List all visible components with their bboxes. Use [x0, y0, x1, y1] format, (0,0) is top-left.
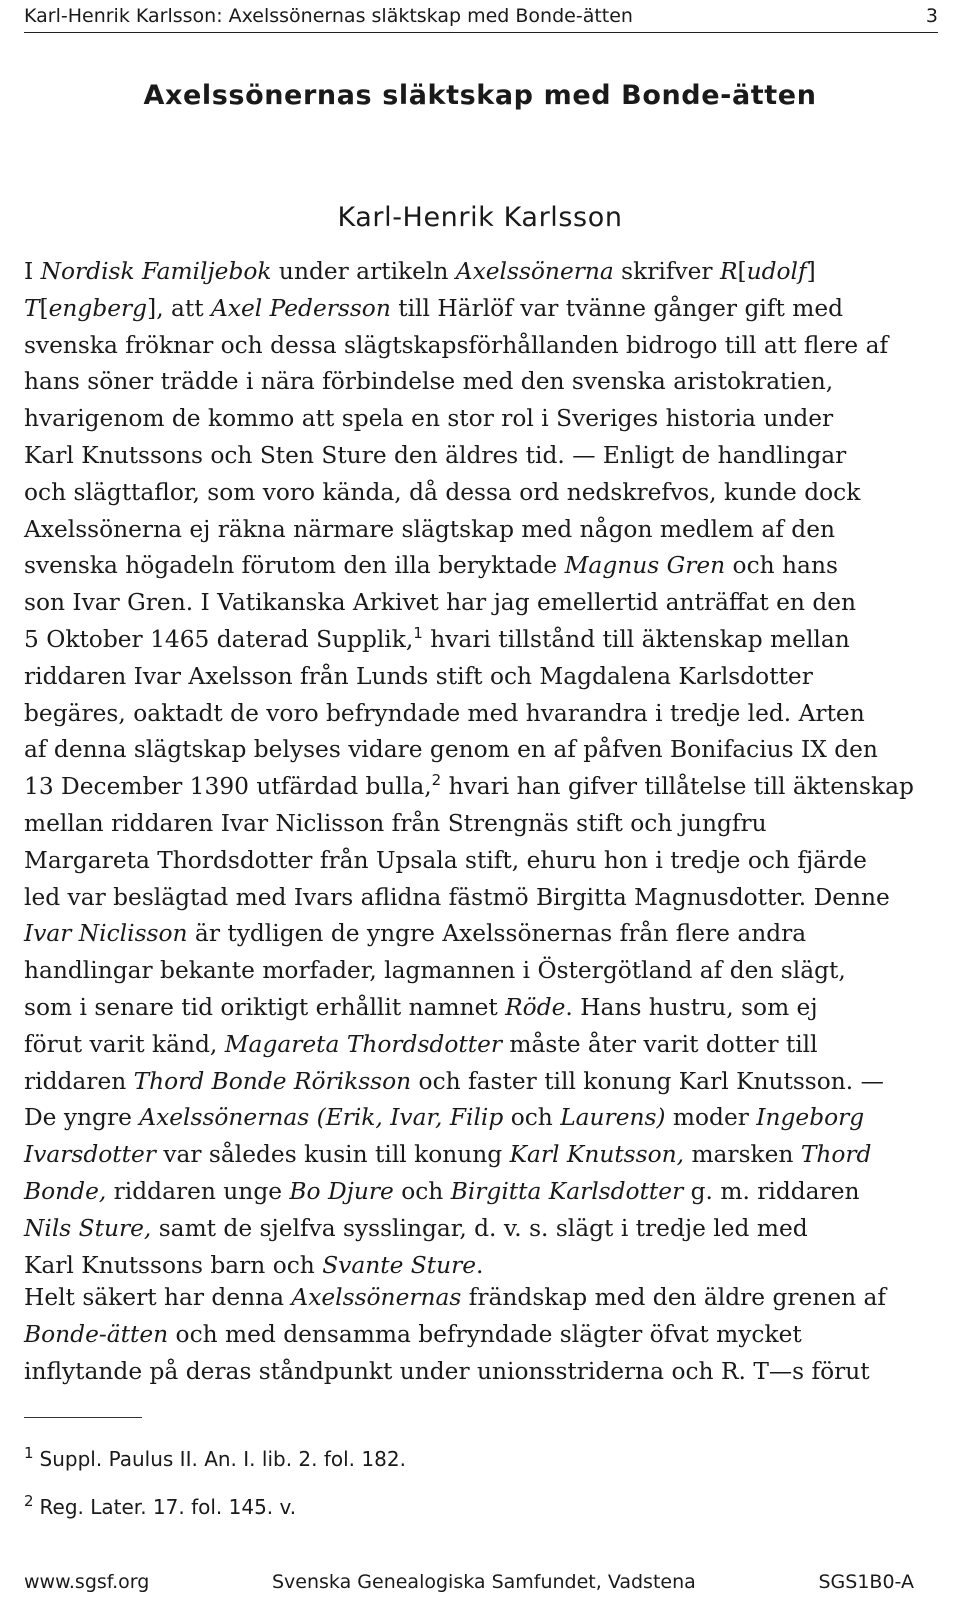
italic-text: Thord	[800, 1141, 872, 1169]
text-run: riddaren unge	[106, 1177, 290, 1205]
italic-text: Ivar Niclisson	[24, 920, 188, 948]
text-line	[24, 548, 936, 585]
text-run: moder	[665, 1104, 757, 1132]
text-run: frändskap med den äldre grenen af	[461, 1284, 887, 1311]
italic-text: Axelssönernas (Erik, Ivar, Filip	[139, 1104, 504, 1132]
text-line	[24, 512, 936, 549]
italic-text: Laurens)	[560, 1104, 666, 1132]
article-title: Axelssönernas släktskap med Bonde-ätten	[143, 80, 817, 111]
footnote-2	[24, 1492, 296, 1519]
text-run: och slägttaflor, som voro kända, då dessa ord nedskrefvos, kunde dock	[24, 478, 861, 506]
text-line	[24, 475, 936, 512]
text-run: och med densamma befryndade slägter öfvat mycket	[168, 1320, 802, 1348]
footnote-divider	[24, 1417, 142, 1418]
page-number: 3	[925, 5, 938, 27]
running-header	[24, 0, 938, 33]
italic-text: T	[24, 294, 40, 322]
text-line	[24, 732, 936, 769]
text-run: [	[39, 294, 49, 322]
text-line	[24, 806, 936, 843]
text-line	[24, 1280, 936, 1317]
text-run: inflytande på deras ståndpunkt under unionsstriderna och R. T—s förut	[24, 1357, 870, 1385]
text-run: handlingar bekante morfader, lagmannen i Östergötland af den slägt,	[24, 957, 846, 985]
footnote-mark: 2	[24, 1492, 34, 1510]
text-run: mellan riddaren Ivar Niclisson från Strengnäs stift och jungfru	[24, 809, 767, 837]
text-run: hvari han gifver tillåtelse till äktenskap	[441, 773, 914, 801]
page-footer	[24, 1571, 914, 1593]
italic-text: Thord Bonde Röriksson	[133, 1067, 412, 1095]
text-line	[24, 1064, 936, 1101]
italic-text: Nils Sture,	[24, 1214, 152, 1242]
paragraph-2	[24, 1280, 936, 1390]
text-line	[24, 1211, 936, 1248]
italic-text: Magnus Gren	[564, 552, 726, 580]
text-run: och hans	[725, 552, 838, 580]
text-line	[24, 1100, 936, 1137]
text-run: som i senare tid oriktigt erhållit namnet	[24, 993, 506, 1021]
italic-text: Karl Knutsson,	[509, 1141, 685, 1169]
text-line	[24, 328, 936, 365]
footnote-text: Suppl. Paulus II. An. I. lib. 2. fol. 182.	[39, 1447, 406, 1471]
text-run: De yngre	[24, 1104, 140, 1132]
text-run: hvarigenom de kommo att spela en stor rol i Sveriges historia under	[24, 405, 834, 433]
text-run: 5 Oktober 1465 daterad Supplik,	[24, 625, 414, 653]
text-line	[24, 696, 936, 733]
text-run: led var beslägtad med Ivars aflidna fästmö Birgitta Magnusdotter. Denne	[24, 883, 890, 911]
text-line	[24, 1317, 936, 1354]
italic-text: udolf	[746, 258, 807, 285]
footer-website: www.sgsf.org	[24, 1571, 150, 1593]
text-line	[24, 1137, 936, 1174]
text-run: och	[503, 1104, 561, 1132]
text-line	[24, 438, 936, 475]
italic-text: Axel Pedersson	[211, 294, 391, 322]
text-line	[24, 1354, 936, 1391]
footnote-reference: 1	[413, 623, 423, 642]
footnote-mark: 1	[24, 1444, 34, 1462]
text-run: 13 December 1390 utfärdad bulla,	[24, 773, 432, 801]
paragraph-1	[24, 254, 936, 1284]
text-line	[24, 622, 936, 659]
text-line	[24, 1174, 936, 1211]
italic-text: Ivarsdotter	[24, 1141, 156, 1169]
text-run: svenska högadeln förutom den illa beryktade	[24, 552, 565, 580]
italic-text: Bonde,	[24, 1177, 107, 1205]
text-line	[24, 990, 936, 1027]
text-line	[24, 880, 936, 917]
text-line	[24, 843, 936, 880]
text-line	[24, 364, 936, 401]
text-line	[24, 291, 936, 328]
running-title: Karl-Henrik Karlsson: Axelssönernas släktskap med Bonde-ätten	[24, 5, 633, 27]
text-run: son Ivar Gren. I Vatikanska Arkivet har jag emellertid anträffat en den	[24, 589, 857, 617]
text-line	[24, 769, 936, 806]
text-run: Margareta Thordsdotter från Upsala stift, ehuru hon i tredje och fjärde	[24, 846, 867, 874]
text-run: under artikeln	[271, 258, 456, 285]
text-run: Karl Knutssons och Sten Sture den äldres tid. — Enligt de handlingar	[24, 441, 847, 469]
text-run: af denna slägtskap belyses vidare genom en af påfven Bonifacius IX den	[24, 736, 878, 764]
text-run: svenska fröknar och dessa slägtskapsförhållanden bidrogo till att flere af	[24, 331, 889, 359]
text-run: [	[737, 258, 747, 285]
text-line	[24, 1027, 936, 1064]
footnote-1	[24, 1444, 406, 1471]
text-line	[24, 916, 936, 953]
italic-text: Birgitta Karlsdotter	[450, 1177, 684, 1205]
italic-text: engberg	[48, 294, 148, 322]
text-run: var således kusin till konung	[155, 1141, 510, 1169]
text-run: Helt säkert har denna	[24, 1284, 292, 1311]
text-run: samt de sjelfva sysslingar, d. v. s. slägt i tredje led med	[151, 1214, 808, 1242]
italic-text: Bonde-ätten	[24, 1320, 169, 1348]
text-run: Axelssönerna ej räkna närmare slägtskap med någon medlem af den	[24, 515, 836, 543]
text-line	[24, 1248, 936, 1285]
text-run: ]	[806, 258, 816, 285]
text-run: Karl Knutssons barn och	[24, 1251, 323, 1279]
text-line	[24, 585, 936, 622]
italic-text: Bo Djure	[289, 1177, 394, 1205]
italic-text: Nordisk Familjebok	[40, 258, 272, 285]
text-line	[24, 659, 936, 696]
text-run: . Hans hustru, som ej	[565, 993, 818, 1021]
text-run: är tydligen de yngre Axelssönernas från flere andra	[187, 920, 807, 948]
italic-text: Axelssönernas	[291, 1284, 462, 1311]
text-run: begäres, oaktadt de voro befryndade med hvarandra i tredje led. Arten	[24, 699, 865, 727]
italic-text: Röde	[505, 993, 566, 1021]
text-run: förut varit känd,	[24, 1030, 225, 1058]
text-run: I	[24, 258, 41, 285]
text-line	[24, 401, 936, 438]
text-run: riddaren Ivar Axelsson från Lunds stift och Magdalena Karlsdotter	[24, 662, 813, 690]
text-run: skrifver	[613, 258, 720, 285]
footnote-reference: 2	[431, 771, 442, 790]
text-run: och faster till konung Karl Knutsson. —	[411, 1067, 884, 1095]
text-run: .	[476, 1251, 484, 1279]
footnote-text: Reg. Later. 17. fol. 145. v.	[39, 1495, 297, 1519]
text-run: riddaren	[24, 1067, 134, 1095]
footer-publisher: Svenska Genealogiska Samfundet, Vadstena	[272, 1571, 696, 1593]
text-run: ], att	[147, 294, 212, 322]
text-line	[24, 254, 936, 291]
article-author: Karl-Henrik Karlsson	[337, 202, 623, 233]
text-run: hvari tillstånd till äktenskap mellan	[422, 625, 850, 653]
italic-text: Axelssönerna	[455, 258, 614, 285]
text-run: g. m. riddaren	[683, 1177, 860, 1205]
text-run: hans söner trädde i nära förbindelse med den svenska aristokratien,	[24, 368, 834, 396]
footer-code: SGS1B0-A	[818, 1571, 914, 1593]
text-line	[24, 953, 936, 990]
italic-text: Svante Sture	[322, 1251, 477, 1279]
text-run: måste åter varit dotter till	[502, 1030, 818, 1058]
text-run: marsken	[684, 1141, 801, 1169]
italic-text: Ingeborg	[756, 1104, 865, 1132]
italic-text: R	[719, 258, 738, 285]
text-run: till Härlöf var tvänne gånger gift med	[390, 294, 844, 322]
italic-text: Magareta Thordsdotter	[224, 1030, 502, 1058]
text-run: och	[393, 1177, 451, 1205]
